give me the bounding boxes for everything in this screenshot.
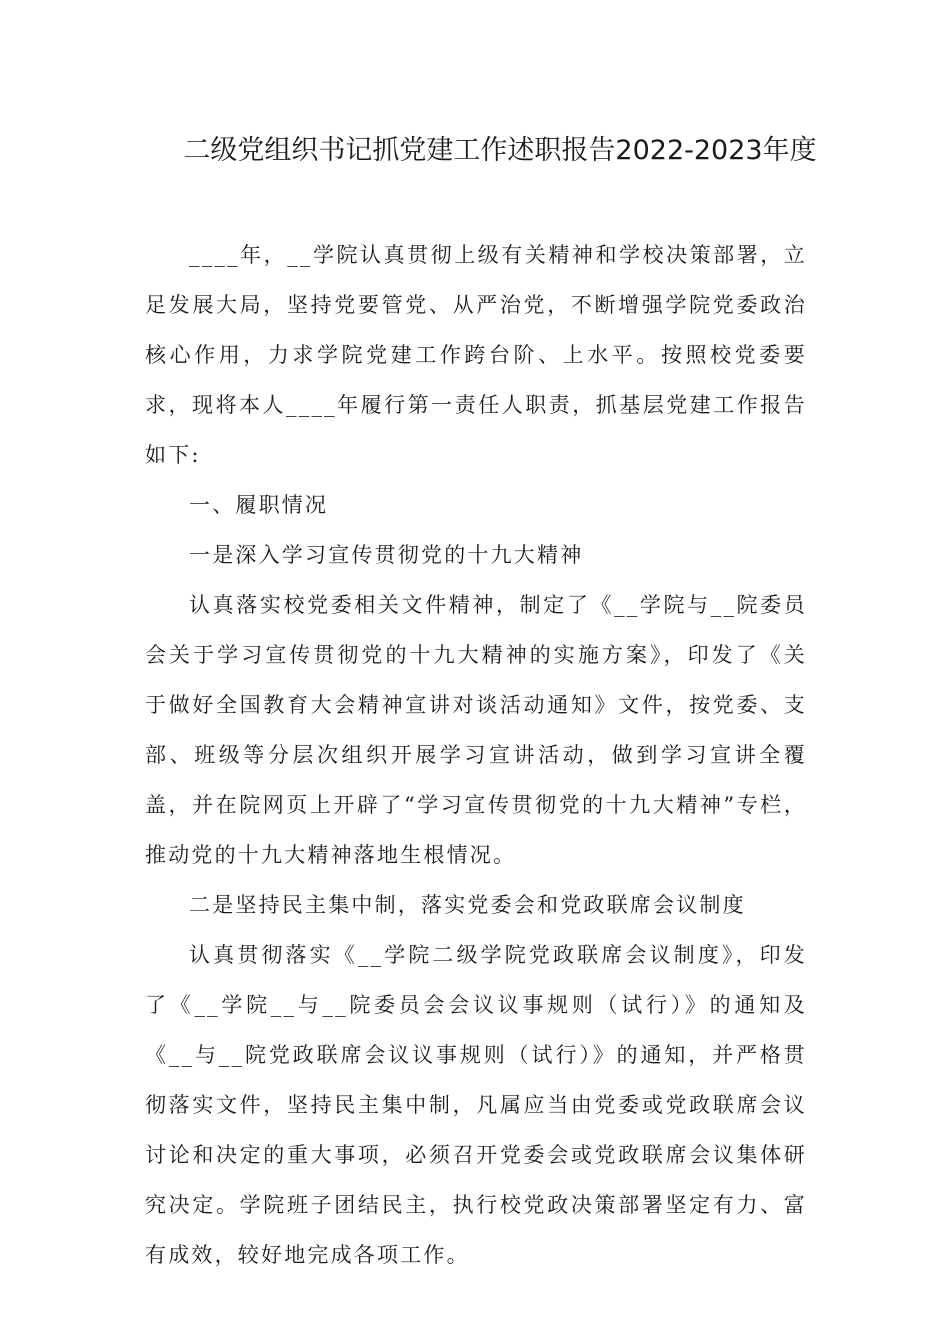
paragraph-intro: ____年，__学院认真贯彻上级有关精神和学校决策部署，立足发展大局，坚持党要管党、从严治党，不断增强学院党委政治核心作用，力求学院党建工作跨台阶、上水平。按照校党委要求，现将本人____年履行第一责任人职责，抓基层党建工作报告如下:	[145, 243, 807, 467]
document-body	[145, 230, 807, 1280]
subheading-democratic-centralism: 二是坚持民主集中制，落实党委会和党政联席会议制度	[189, 893, 746, 917]
paragraph-democratic-centralism: 认真贯彻落实《__学院二级学院党政联席会议制度》，印发了《__学院__与__院委员会会议议事规则（试行）》的通知及《__与__院党政联席会议议事规则（试行）》的通知，并严格贯彻落实文件，坚持民主集中制，凡属应当由党委或党政联席会议讨论和决定的重大事项，必须召开党委会或党政联席会议集体研究决定。学院班子团结民主，执行校党政决策部署坚定有力、富有成效，较好地完成各项工作。	[145, 943, 807, 1267]
paragraph-study: 认真落实校党委相关文件精神，制定了《__学院与__院委员会关于学习宣传贯彻党的十九大精神的实施方案》，印发了《关于做好全国教育大会精神宣讲对谈活动通知》文件，按党委、支部、班级等分层次组织开展学习宣讲活动，做到学习宣讲全覆盖，并在院网页上开辟了“学习宣传贯彻党的十九大精神”专栏，推动党的十九大精神落地生根情况。	[145, 593, 807, 867]
document-title: 二级党组织书记抓党建工作述职报告2022-2023年度	[183, 135, 817, 166]
subheading-study: 一是深入学习宣传贯彻党的十九大精神	[189, 543, 584, 567]
section-heading-duty: 一、履职情况	[189, 493, 329, 517]
